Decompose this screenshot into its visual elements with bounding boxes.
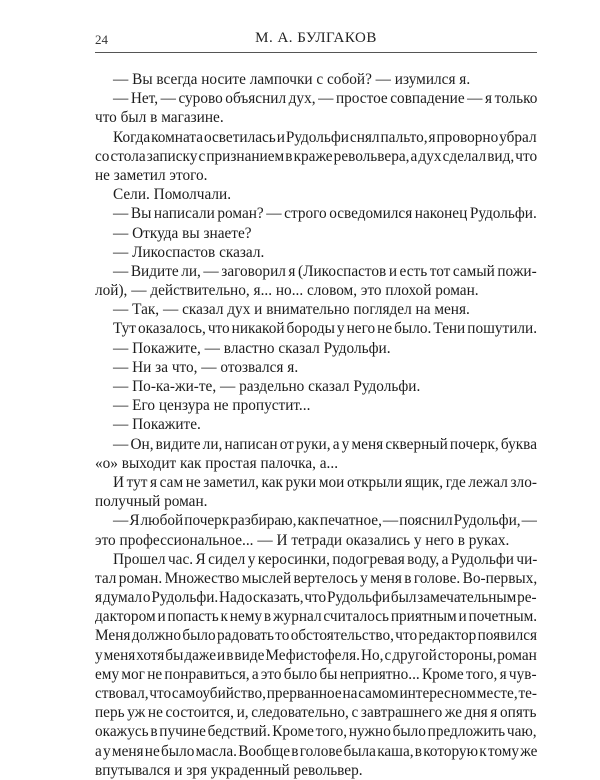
- text-line: не заметил этого.: [95, 166, 208, 184]
- running-head: [95, 24, 537, 53]
- text-line: Тут оказалось, что никакой бороды у него не было. Тени пошутили.: [113, 320, 537, 338]
- text-line: у меня хотя бы даже и в виде Мефистофеля. Но, с другой стороны, роман: [95, 646, 537, 664]
- text-line: — Ликоспастов сказал.: [113, 243, 265, 261]
- text-line: дактором и попасть к нему в журнал считалось приятным и почетным.: [95, 608, 537, 626]
- text-line: — Покажите.: [113, 416, 201, 434]
- text-line: — Он, видите ли, написан от руки, а у меня скверный почерк, буква: [113, 435, 537, 453]
- text-line: — Покажите, — властно сказал Рудольфи.: [113, 339, 391, 357]
- text-line: это профессиональное... — И тетради оказались у него в руках.: [95, 531, 510, 549]
- text-line: — Нет, — сурово объяснил дух, — простое совпадение — я только: [113, 90, 537, 108]
- text-line: — Так, — сказал дух и внимательно поглядел на меня.: [113, 301, 470, 319]
- text-line: — Видите ли, — заговорил я (Ликоспастов и есть тот самый пожи-: [113, 262, 537, 280]
- page-number: 24: [95, 32, 108, 47]
- body-text: [95, 70, 537, 780]
- text-line: — Ни за что, — отозвался я.: [113, 358, 299, 376]
- text-line: перь уж не состоится, и, следовательно, с завтрашнего же дня я опять: [95, 704, 537, 722]
- text-line: Когда комната осветилась и Рудольфи снял пальто, я проворно убрал: [113, 128, 537, 146]
- text-line: И тут я сам не заметил, как руки мои открыли ящик, где лежал зло-: [113, 473, 537, 491]
- text-line: а у меня не было масла. Вообще в голове была каша, в которую к тому же: [95, 742, 537, 760]
- text-line: — Его цензура не пропустит...: [113, 397, 311, 415]
- text-line: тал роман. Множество мыслей вертелось у меня в голове. Во-первых,: [95, 569, 537, 587]
- text-line: — Вы всегда носите лампочки с собой? — изумился я.: [113, 71, 471, 88]
- text-line: — Вы написали роман? — строго осведомился наконец Рудольфи.: [113, 205, 537, 223]
- text-line: — Я любой почерк разбираю, как печатное, — пояснил Рудольфи, —: [113, 512, 537, 530]
- text-line: ствовал, что самоубийство, прерванное на самом интересном месте, те-: [95, 685, 537, 702]
- text-line: я думал о Рудольфи. Надо сказать, что Рудольфи был замечательным ре-: [95, 589, 537, 607]
- text-line: со стола записку с признанием в краже револьвера, а дух сделал вид, что: [95, 147, 537, 165]
- text-line: лой), — действительно, я... но... словом, это плохой роман.: [95, 282, 479, 300]
- text-line: впутывался и зря украденный револьвер.: [95, 761, 363, 779]
- text-line: Сели. Помолчали.: [113, 186, 232, 204]
- running-head-author: М. А. БУЛГАКОВ: [255, 30, 377, 46]
- text-line: — Откуда вы знаете?: [113, 224, 252, 242]
- text-line: получный роман.: [95, 493, 208, 511]
- text-line: окажусь в пучине бедствий. Кроме того, нужно было предложить чаю,: [95, 723, 537, 741]
- text-line: ему мог не понравиться, а это было бы неприятно... Кроме того, я чув-: [95, 665, 537, 683]
- text-line: что был в магазине.: [95, 109, 224, 127]
- text-line: Меня должно было радовать то обстоятельство, что редактор появился: [95, 627, 537, 645]
- text-line: «о» выходит как простая палочка, а...: [95, 454, 339, 472]
- text-line: — По-ка-жи-те, — раздельно сказал Рудольфи.: [113, 378, 421, 395]
- text-line: Прошел час. Я сидел у керосинки, подогревая воду, а Рудольфи чи-: [113, 550, 537, 568]
